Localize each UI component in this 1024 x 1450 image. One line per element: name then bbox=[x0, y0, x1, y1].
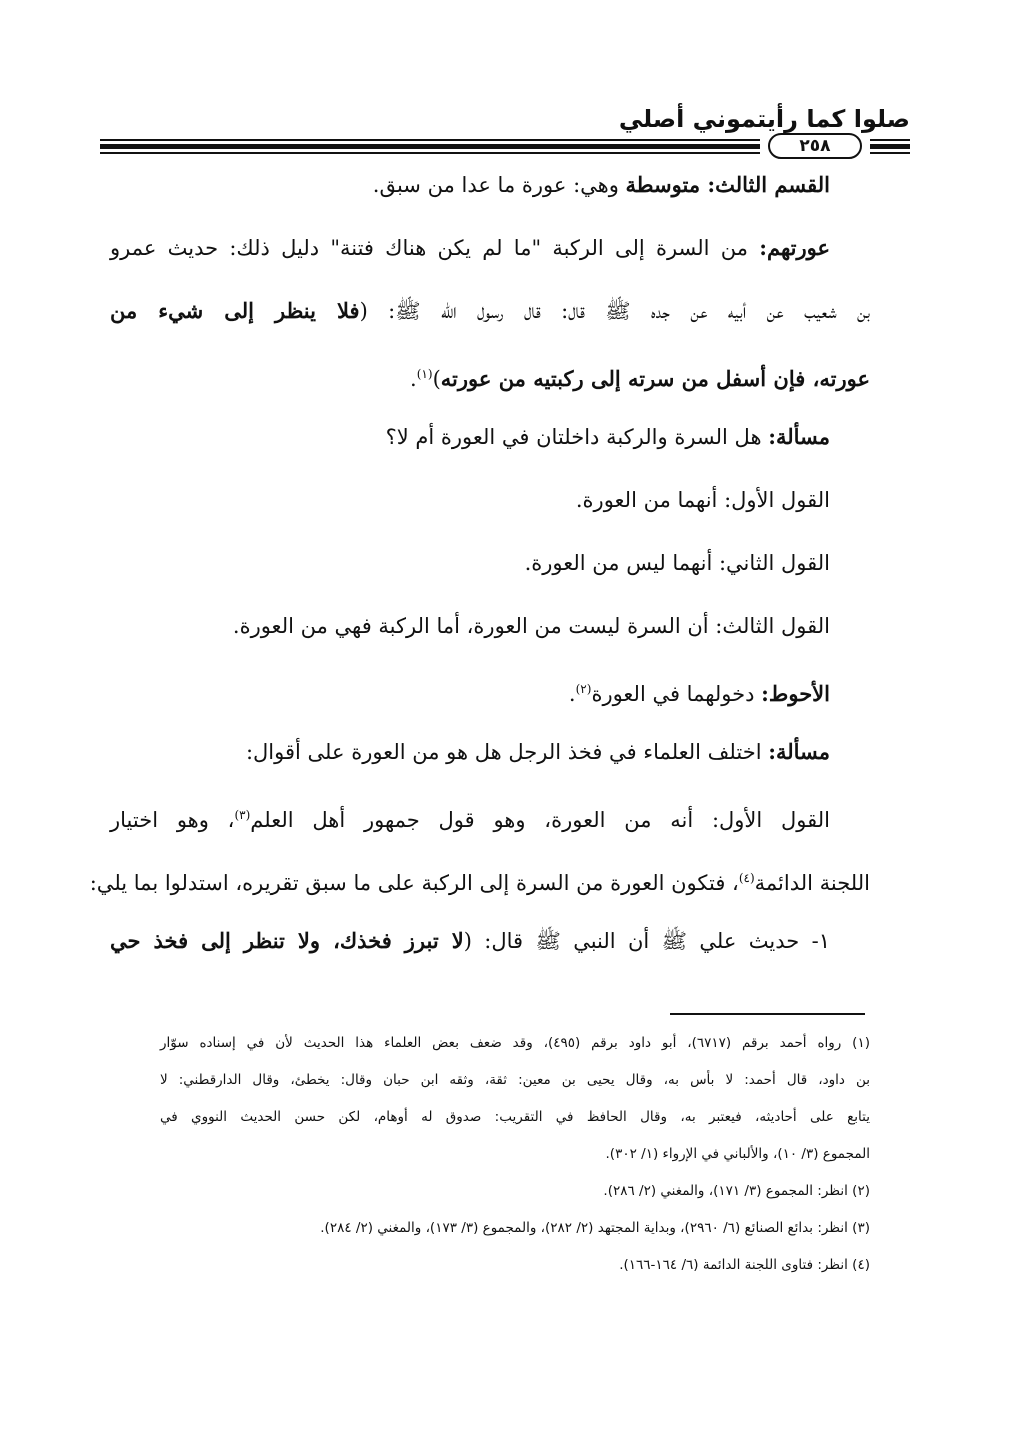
text-span: القول الأول: أنهما من العورة. bbox=[575, 488, 830, 512]
text-line bbox=[110, 669, 870, 732]
text-span: هل السرة والركبة داخلتان في العورة أم لا؟ bbox=[385, 425, 769, 449]
book-title: صلوا كما رأيتموني أصلي bbox=[618, 105, 910, 133]
main-text bbox=[89, 165, 870, 984]
footnote-line: المجموع (٣/ ١٠)، والألباني في الإرواء (١/ ٣٠٢). bbox=[605, 1146, 870, 1162]
footnote-ref[interactable]: (٤) bbox=[738, 871, 755, 885]
footnote-line: (١) رواه أحمد برقم (٦٧١٧)، أبو داود برقم (٤٩٥)، وقد ضعف بعض العلماء هذا الحديث لأن في إسناده سوّار bbox=[160, 1035, 871, 1051]
text-span: دخولهما في العورة bbox=[591, 682, 762, 706]
footnote-line: (٣) انظر: بدائع الصنائع (٦/ ٢٩٦٠)، وبداية المجتهد (٢/ ٢٨٢)، والمجموع (٣/ ١٧٣)، والمغني (٢/ ٢٨٤). bbox=[320, 1220, 870, 1236]
text-span: اللجنة الدائمة bbox=[754, 871, 870, 895]
footnote-line: (٤) انظر: فتاوى اللجنة الدائمة (٦/ ١٦٤-١٦٦). bbox=[619, 1257, 870, 1273]
text-line bbox=[110, 921, 870, 984]
text-line bbox=[89, 858, 870, 921]
footnote-ref[interactable]: (٣) bbox=[234, 808, 251, 822]
footnote-line: (٢) انظر: المجموع (٣/ ١٧١)، والمغني (٢/ ٢٨٦). bbox=[603, 1183, 870, 1199]
text-line bbox=[110, 795, 870, 858]
issue-label: مسألة: bbox=[768, 424, 830, 449]
hadith-text: لا تبرز فخذك، ولا تنظر إلى فخذ حي bbox=[110, 928, 464, 953]
text-span: ، فتكون العورة من السرة إلى الركبة على ما سبق تقريره، استدلوا بما يلي: bbox=[89, 871, 739, 895]
term-label: عورتهم: bbox=[759, 235, 830, 260]
text-span: . bbox=[410, 367, 417, 391]
text-span: ١- حديث علي ﷺ أن النبي ﷺ قال: ( bbox=[463, 929, 830, 953]
text-line bbox=[110, 732, 870, 795]
footnote-line: يتابع على أحاديثه، فيعتبر به، وقال الحافظ في التقريب: صدوق له أوهام، لكن حسن الحديث النووي في bbox=[160, 1109, 870, 1125]
hadith-text: عورته، فإن أسفل من سرته إلى ركبتيه من عورته bbox=[440, 366, 870, 391]
text-span: وهي: عورة ما عدا من سبق. bbox=[372, 173, 626, 197]
page-number: ٢٥٨ bbox=[768, 133, 862, 159]
text-span: القول الأول: أنه من العورة، وهو قول جمهور أهل العلم bbox=[250, 808, 830, 832]
term-label: الأحوط: bbox=[761, 681, 830, 706]
text-line bbox=[110, 606, 870, 669]
text-line bbox=[110, 228, 870, 291]
page-header bbox=[100, 95, 910, 165]
text-span: بن شعيب عن أبيه عن جده ﷺ قال: قال رسول الله ﷺ: ( bbox=[359, 299, 870, 323]
footnote-ref[interactable]: (٢) bbox=[575, 682, 592, 696]
text-line bbox=[110, 543, 870, 606]
text-line bbox=[110, 480, 870, 543]
footnote-line: بن داود، قال أحمد: لا بأس به، وقال يحيى بن معين: ثقة، وثقه ابن حبان وقال: يخطئ، وقال الدارقطني: لا bbox=[160, 1072, 870, 1088]
text-span: اختلف العلماء في فخذ الرجل هل هو من العورة على أقوال: bbox=[245, 740, 769, 764]
issue-label: مسألة: bbox=[768, 739, 830, 764]
footnotes bbox=[160, 1030, 870, 1289]
text-span: . bbox=[568, 682, 576, 706]
hadith-text: فلا ينظر إلى شيء من bbox=[110, 298, 360, 323]
text-span: القول الثاني: أنهما ليس من العورة. bbox=[524, 551, 830, 575]
text-line bbox=[110, 291, 870, 354]
text-line bbox=[110, 165, 870, 228]
text-span: ) bbox=[432, 367, 441, 391]
footnote-ref[interactable]: (١) bbox=[416, 367, 433, 381]
text-span: من السرة إلى الركبة "ما لم يكن هناك فتنة" دليل ذلك: حديث عمرو bbox=[110, 236, 760, 260]
section-heading: القسم الثالث: متوسطة bbox=[625, 172, 830, 197]
page-number-frame bbox=[760, 133, 870, 159]
text-line bbox=[110, 417, 870, 480]
text-line bbox=[110, 354, 870, 417]
text-span: ، وهو اختيار bbox=[110, 808, 235, 832]
footnote-separator bbox=[670, 1013, 865, 1015]
text-span: القول الثالث: أن السرة ليست من العورة، أما الركبة فهي من العورة. bbox=[232, 614, 830, 638]
